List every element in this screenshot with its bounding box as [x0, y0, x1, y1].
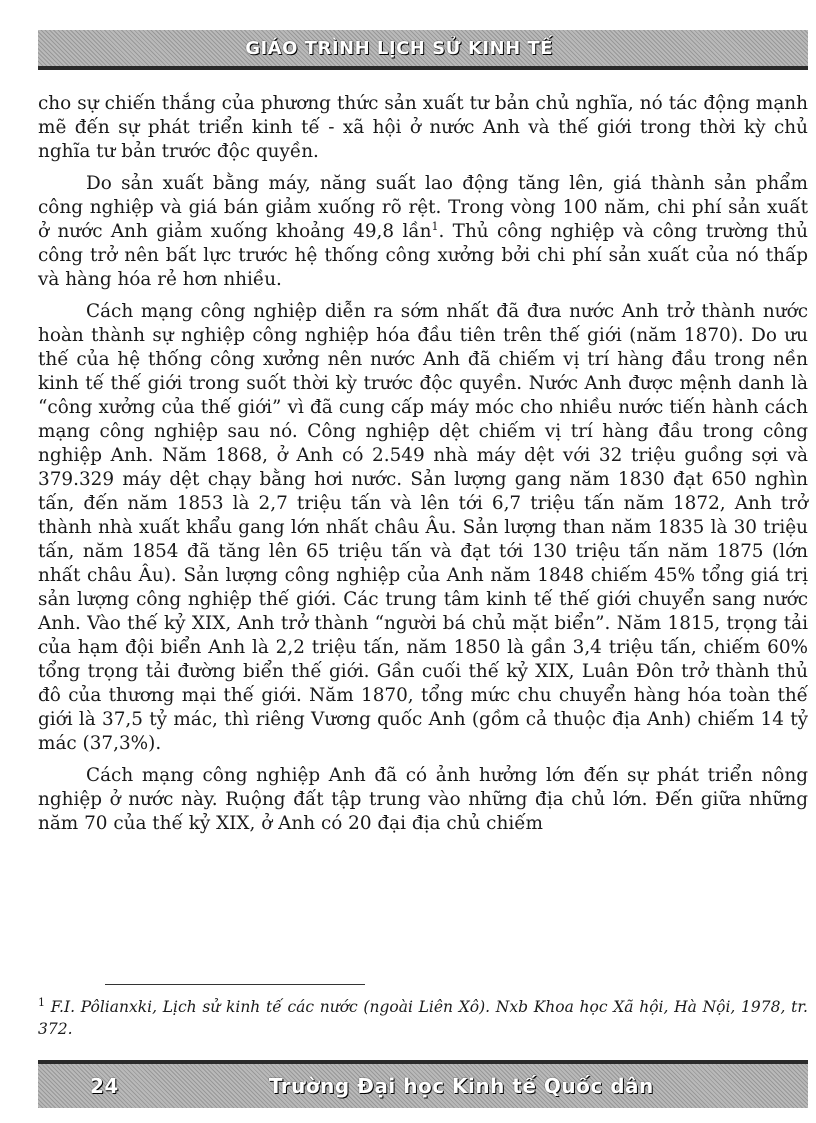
footnote-marker: 1	[38, 995, 45, 1009]
paragraph-3: Cách mạng công nghiệp diễn ra sớm nhất đã đưa nước Anh trở thành nước hoàn thành sự nghiệp công nghiệp hóa đầu tiên trên thế giới (năm 1870). Do ưu thế của hệ thống công xưởng nên nước Anh đã chiếm vị trí hàng đầu trong nền kinh tế thế giới trong suốt thời kỳ trước độc quyền. Nước Anh được mệnh danh là “công xưởng của thế giới” vì đã cung cấp máy móc cho nhiều nước tiến hành cách mạng công nghiệp sau nó. Công nghiệp dệt chiếm vị trí hàng đầu trong công nghiệp Anh. Năm 1868, ở Anh có 2.549 nhà máy dệt với 32 triệu guồng sợi và 379.329 máy dệt chạy bằng hơi nước. Sản lượng gang năm 1830 đạt 650 nghìn tấn, đến năm 1853 là 2,7 triệu tấn và lên tới 6,7 triệu tấn năm 1872, Anh trở thành nhà xuất khẩu gang lớn nhất châu Âu. Sản lượng than năm 1835 là 30 triệu tấn, năm 1854 đã tăng lên 65 triệu tấn và đạt tới 130 triệu tấn năm 1875 (lớn nhất châu Âu). Sản lượng công nghiệp của Anh năm 1848 chiếm 45% tổng giá trị sản lượng công nghiệp thế giới. Các trung tâm kinh tế thế giới chuyển sang nước Anh. Vào thế kỷ XIX, Anh trở thành “người bá chủ mặt biển”. Năm 1815, trọng tải của hạm đội biển Anh là 2,2 triệu tấn, năm 1850 là gần 3,4 triệu tấn, chiếm 60% tổng trọng tải đường biển thế giới. Gần cuối thế kỷ XIX, Luân Đôn trở thành thủ đô của thương mại thế giới. Năm 1870, tổng mức chu chuyển hàng hóa toàn thế giới là 37,5 tỷ mác, thì riêng Vương quốc Anh (gồm cả thuộc địa Anh) chiếm 14 tỷ mác (37,3%).	[38, 301, 808, 754]
footnote-reference[interactable]: 1	[431, 219, 439, 233]
page-body	[38, 92, 808, 844]
running-footer	[38, 1060, 808, 1108]
paragraph-2	[38, 172, 808, 292]
footnote-divider	[105, 984, 365, 985]
footnote-text: F.I. Pôlianxki, Lịch sử kinh tế các nước (ngoài Liên Xô). Nxb Khoa học Xã hội, Hà Nội, 1978, tr. 372.	[38, 998, 808, 1038]
paragraph-4: Cách mạng công nghiệp Anh đã có ảnh hưởng lớn đến sự phát triển nông nghiệp ở nước này. Ruộng đất tập trung vào những địa chủ lớn. Đến giữa những năm 70 của thế kỷ XIX, ở Anh có 20 đại địa chủ chiếm	[38, 765, 808, 834]
running-header	[38, 30, 808, 70]
paragraph-1: cho sự chiến thắng của phương thức sản xuất tư bản chủ nghĩa, nó tác động mạnh mẽ đến sự phát triển kinh tế - xã hội ở nước Anh và thế giới trong thời kỳ chủ nghĩa tư bản trước độc quyền.	[38, 93, 808, 162]
paragraph-2-text-b: . Thủ công nghiệp và công trường thủ công trở nên bất lực trước hệ thống công xưởng bởi chi phí sản xuất của nó thấp và hàng hóa rẻ hơn nhiều.	[38, 221, 808, 290]
page-number: 24	[90, 1074, 119, 1098]
footnote	[38, 996, 808, 1040]
book-title: GIÁO TRÌNH LỊCH SỬ KINH TẾ	[245, 37, 553, 59]
paragraph-2-text-a: Do sản xuất bằng máy, năng suất lao động tăng lên, giá thành sản phẩm công nghiệp và giá bán giảm xuống rõ rệt. Trong vòng 100 năm, chi phí sản xuất ở nước Anh giảm xuống khoảng 49,8 lần	[38, 173, 808, 242]
institution-name: Trường Đại học Kinh tế Quốc dân	[268, 1074, 654, 1098]
